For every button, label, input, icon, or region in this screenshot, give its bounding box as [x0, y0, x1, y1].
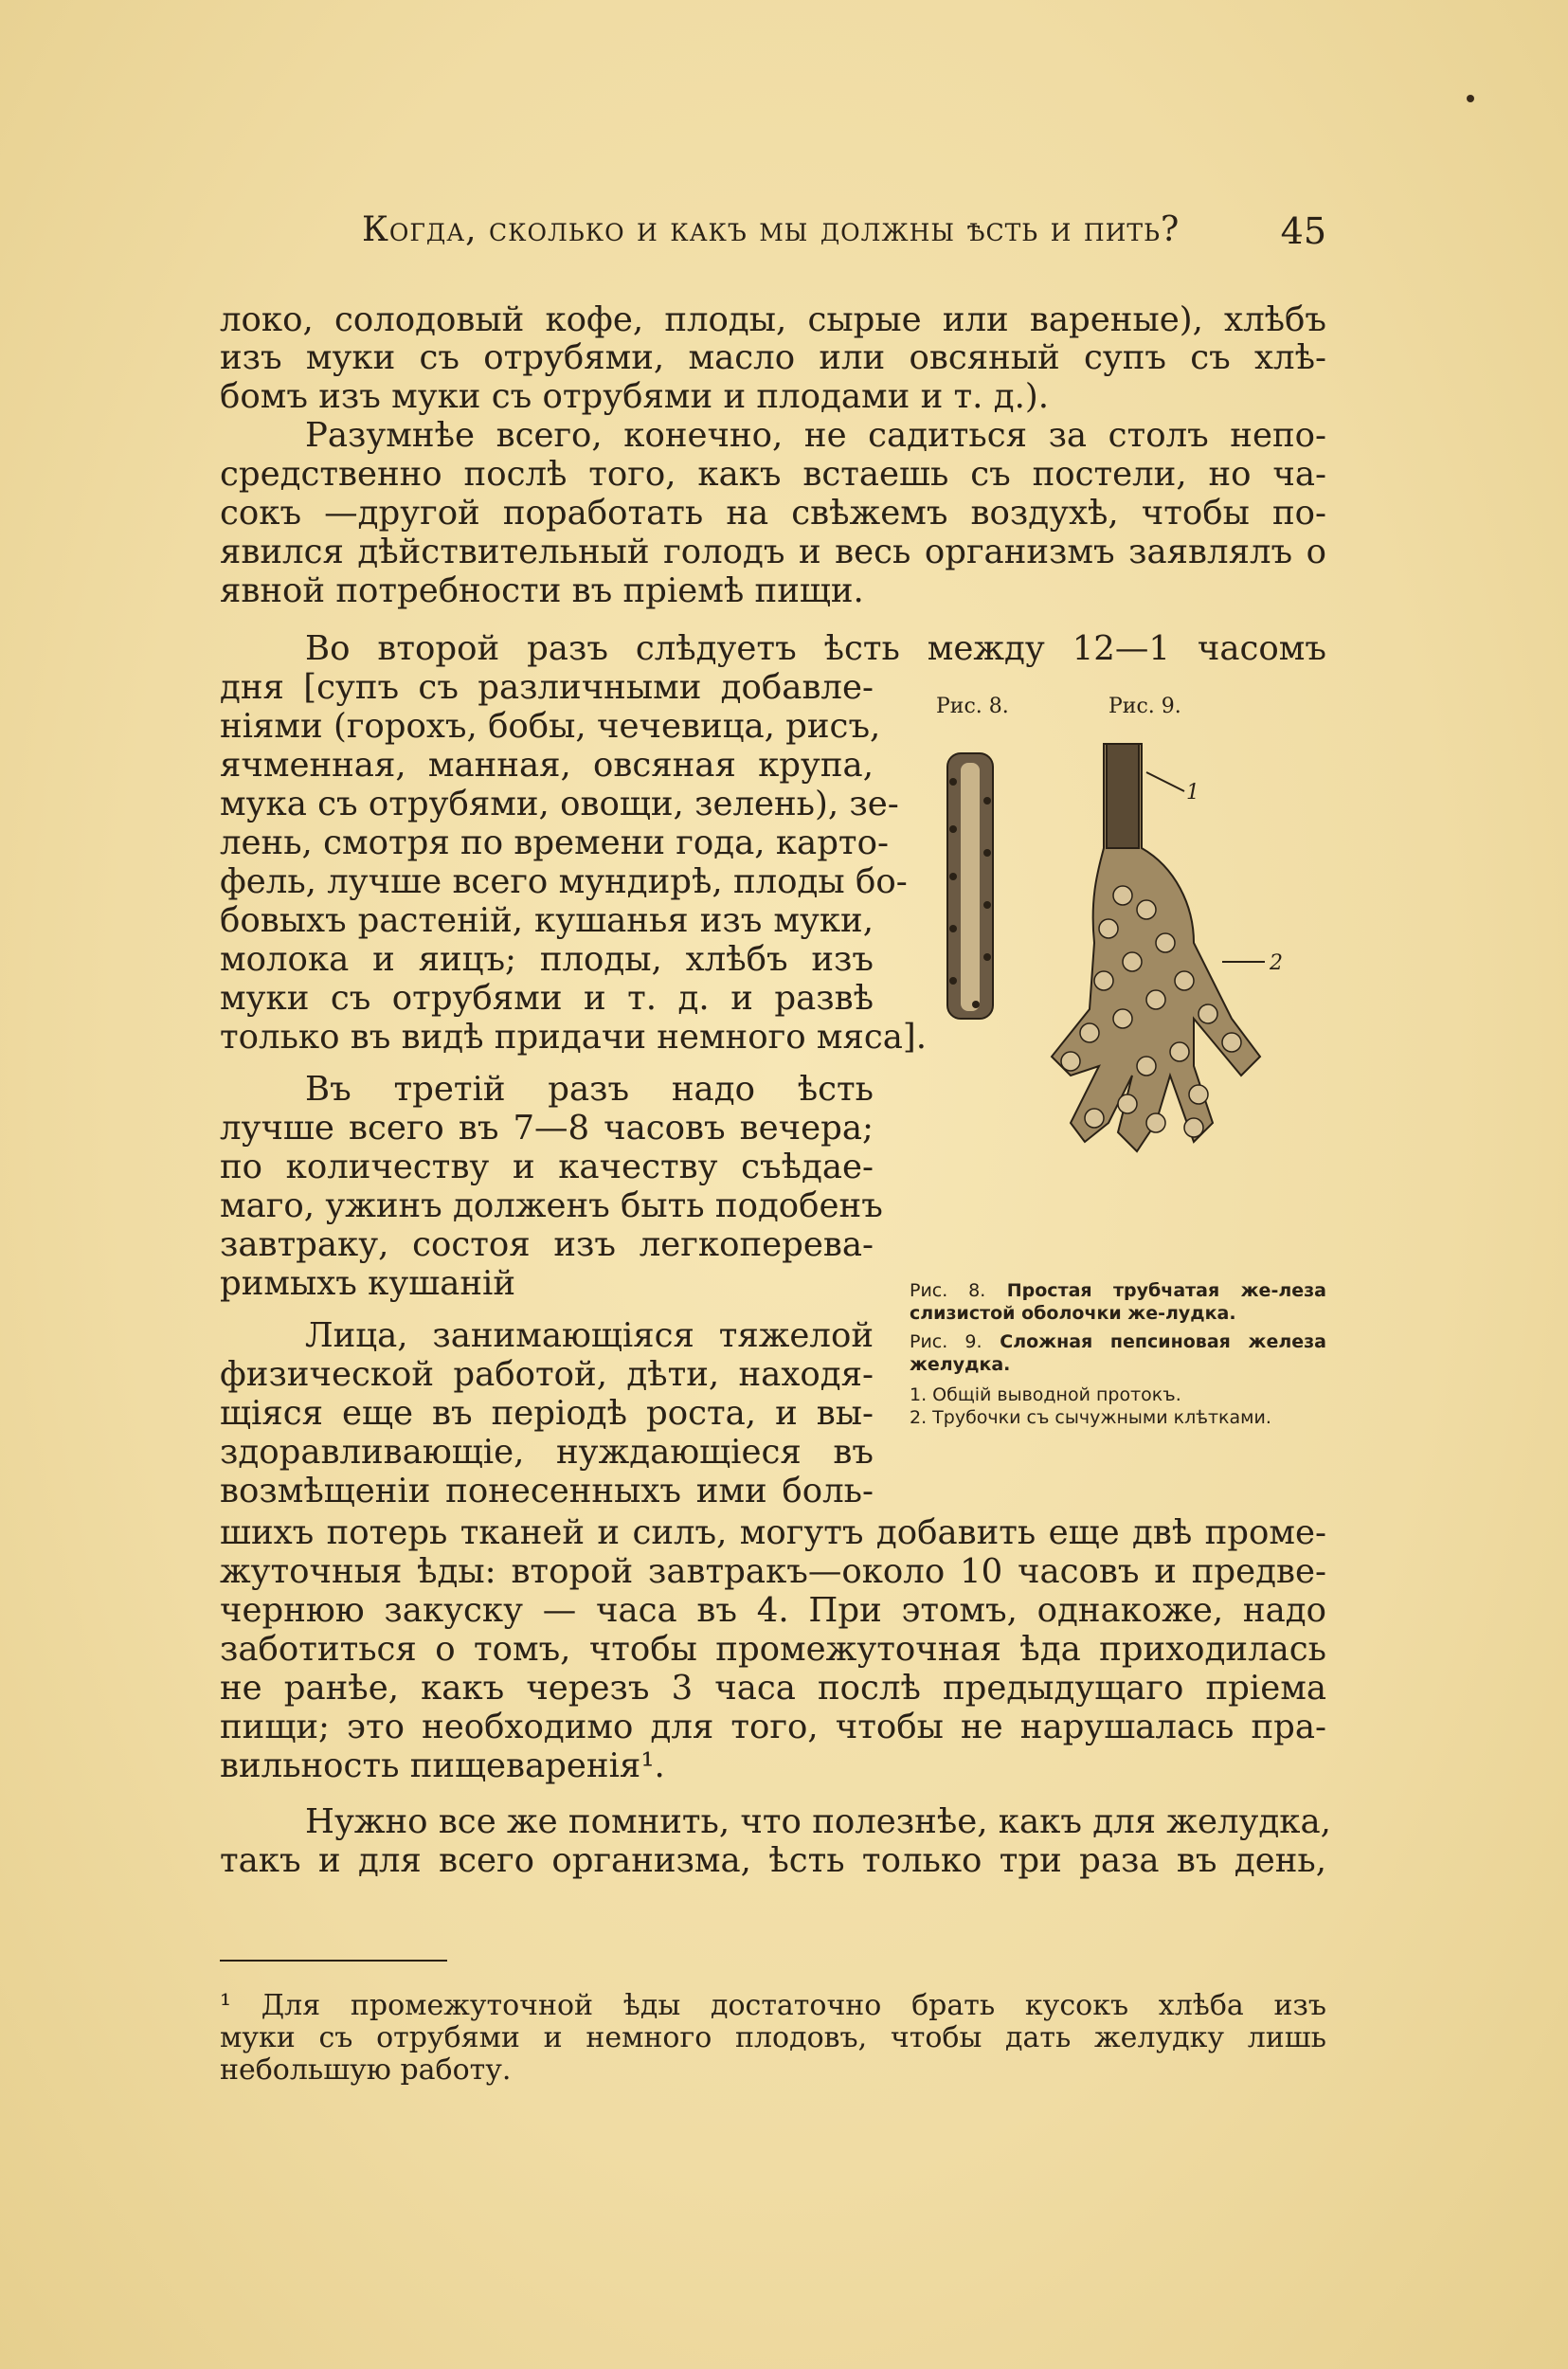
- legend-item-2: 2. Трубочки съ сычужными клѣтками.: [910, 1407, 1271, 1428]
- text-line: ніями (горохъ, бобы, чечевица, рисъ,: [220, 707, 881, 746]
- text-line: явился дѣйствительный голодъ и весь организмъ заявлялъ о: [220, 533, 1326, 571]
- text-line: фель, лучше всего мундирѣ, плоды бо-: [220, 862, 908, 901]
- text-line: щіяся еще въ періодѣ роста, и вы-: [220, 1394, 874, 1433]
- text-line: локо, солодовый кофе, плоды, сырые или вареные), хлѣбъ: [220, 300, 1326, 339]
- text-line: Во второй разъ слѣдуетъ ѣсть между 12—1 часомъ: [305, 629, 1326, 668]
- text-line: завтраку, состоя изъ легкоперева-: [220, 1225, 874, 1264]
- text-line: такъ и для всего организма, ѣсть только три раза въ день,: [220, 1841, 1326, 1880]
- text-line: жуточныя ѣды: второй завтракъ—около 10 часовъ и предве-: [220, 1552, 1326, 1591]
- caption-9-text: Сложная пепсиновая железа желудка.: [910, 1331, 1326, 1375]
- footnote-rule: [220, 1960, 447, 1962]
- running-header: [220, 210, 1326, 254]
- page-number: 45: [1280, 210, 1326, 252]
- text-line: средственно послѣ того, какъ встаешь съ постели, но ча-: [220, 455, 1326, 494]
- text-line: Въ третій разъ надо ѣсть: [305, 1070, 874, 1109]
- ink-spot: [1467, 95, 1474, 102]
- figure-captions: [910, 1279, 1326, 1429]
- text-line: шихъ потерь тканей и силъ, могутъ добавить еще двѣ проме-: [220, 1513, 1326, 1552]
- legend-item-1: 1. Общій выводной протокъ.: [910, 1384, 1181, 1405]
- text-line: бовыхъ растеній, кушанья изъ муки,: [220, 901, 874, 940]
- running-title: Когда, сколько и какъ мы должны ѣсть и пить?: [362, 210, 1181, 249]
- text-line: не ранѣе, какъ черезъ 3 часа послѣ предыдущаго пріема: [220, 1669, 1326, 1708]
- text-line: ячменная, манная, овсяная крупа,: [220, 746, 874, 785]
- text-line: физической работой, дѣти, находя-: [220, 1355, 874, 1394]
- text-line: чернюю закуску — часа въ 4. При этомъ, однакоже, надо: [220, 1591, 1326, 1630]
- text-line: заботиться о томъ, чтобы промежуточная ѣда приходилась: [220, 1630, 1326, 1669]
- text-line: изъ муки съ отрубями, масло или овсяный супъ съ хлѣ-: [220, 338, 1326, 377]
- text-line: лень, смотря по времени года, карто-: [220, 823, 889, 862]
- text-line: римыхъ кушаній: [220, 1264, 516, 1303]
- text-line: муки съ отрубями и т. д. и развѣ: [220, 979, 874, 1018]
- text-line: Лица, занимающіяся тяжелой: [305, 1316, 874, 1355]
- caption-figure-8: [910, 1279, 1326, 1325]
- text-line: здоравливающіе, нуждающіеся въ: [220, 1433, 874, 1472]
- text-line: возмѣщеніи понесенныхъ ими боль-: [220, 1472, 874, 1510]
- footnote-line: небольшую работу.: [220, 2053, 512, 2087]
- footnote-line: муки съ отрубями и немного плодовъ, чтобы дать желудку лишь: [220, 2021, 1326, 2054]
- text-line: пищи; это необходимо для того, чтобы не нарушалась пра-: [220, 1708, 1326, 1746]
- caption-8-text: Простая трубчатая же-леза слизистой оболочки же-лудка.: [910, 1280, 1326, 1324]
- text-line: Нужно все же помнить, что полезнѣе, какъ для желудка,: [305, 1802, 1331, 1841]
- caption-8-label: Рис. 8.: [910, 1280, 986, 1301]
- text-line: по количеству и качеству съѣдае-: [220, 1148, 874, 1186]
- text-line: мука съ отрубями, овощи, зелень), зе-: [220, 785, 899, 823]
- caption-9-label: Рис. 9.: [910, 1331, 982, 1352]
- text-line: лучше всего въ 7—8 часовъ вечера;: [220, 1109, 874, 1148]
- figure-8-label: Рис. 8.: [936, 695, 1009, 718]
- text-line: явной потребности въ пріемѣ пищи.: [220, 571, 864, 610]
- text-line: только въ видѣ придачи немного мяса].: [220, 1018, 928, 1057]
- marker-1: 1: [1186, 781, 1199, 805]
- marker-2: 2: [1270, 951, 1283, 975]
- footnote-line: ¹ Для промежуточной ѣды достаточно брать кусокъ хлѣба изъ: [220, 1989, 1326, 2022]
- text-line: молока и яицъ; плоды, хлѣбъ изъ: [220, 940, 874, 979]
- text-line: вильность пищеваренія¹.: [220, 1746, 665, 1785]
- text-line: бомъ изъ муки съ отрубями и плодами и т. д.).: [220, 377, 1050, 416]
- gland-drawing: [910, 678, 1326, 1275]
- compound-pepsin-gland: [1052, 744, 1265, 1151]
- text-line: сокъ —другой поработать на свѣжемъ воздухѣ, чтобы по-: [220, 494, 1326, 533]
- text-line: маго, ужинъ долженъ быть подобенъ: [220, 1186, 883, 1225]
- caption-figure-9: [910, 1330, 1326, 1376]
- text-line: Разумнѣе всего, конечно, не садиться за столъ непо-: [305, 416, 1326, 455]
- figure-9-label: Рис. 9.: [1108, 695, 1181, 718]
- text-line: дня [супъ съ различными добавле-: [220, 668, 874, 707]
- simple-tubular-gland: [947, 753, 993, 1019]
